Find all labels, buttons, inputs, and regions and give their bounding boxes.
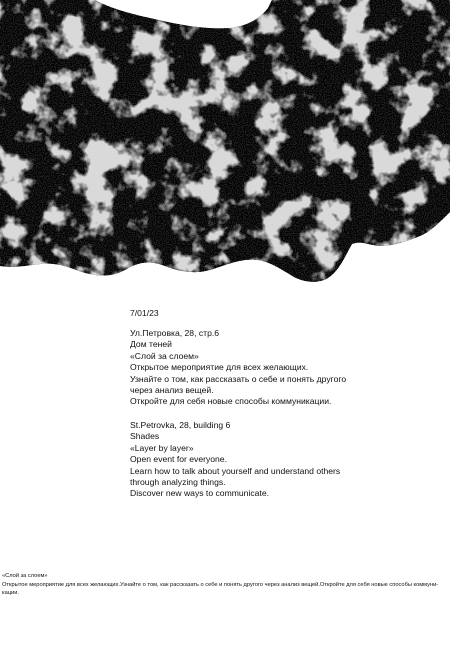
russian-line-1: Открытое мероприятие для всех желающих. <box>130 362 309 373</box>
english-line-2: Learn how to talk about yourself and understand others <box>130 465 341 476</box>
english-line-4: Discover new ways to communicate. <box>130 488 269 499</box>
footer-title: «Слой за слоем» <box>2 573 48 579</box>
english-address: St.Petrovka, 28, building 6 <box>130 420 231 430</box>
russian-address: Ул.Петровка, 28, стр.6 <box>130 328 220 338</box>
russian-line-2: Узнайте о том, как рассказать о себе и понять другого <box>130 373 347 384</box>
footer-line-2: кации. <box>2 590 19 597</box>
russian-event-title: «Слой за слоем» <box>130 350 199 361</box>
footer-line-1: Открытое мероприятие для всех желающих.Узнайте о том, как рассказать о себе и понять другого через анализ вещей.Откройте для себя новые способы коммуни- <box>2 581 439 588</box>
english-line-3: through analyzing things. <box>130 477 226 488</box>
abstract-grayscale-texture-icon <box>0 0 450 300</box>
russian-description <box>130 328 440 408</box>
english-line-1: Open event for everyone. <box>130 454 227 465</box>
event-date: 7/01/23 <box>130 308 159 318</box>
russian-line-4: Откройте для себя новые способы коммуникации. <box>130 396 332 407</box>
english-description <box>130 420 440 500</box>
footer-note <box>2 572 446 598</box>
english-venue: Shades <box>130 431 160 442</box>
russian-venue: Дом теней <box>130 339 172 350</box>
english-event-title: «Layer by layer» <box>130 442 194 453</box>
russian-line-3: через анализ вещей. <box>130 385 214 396</box>
